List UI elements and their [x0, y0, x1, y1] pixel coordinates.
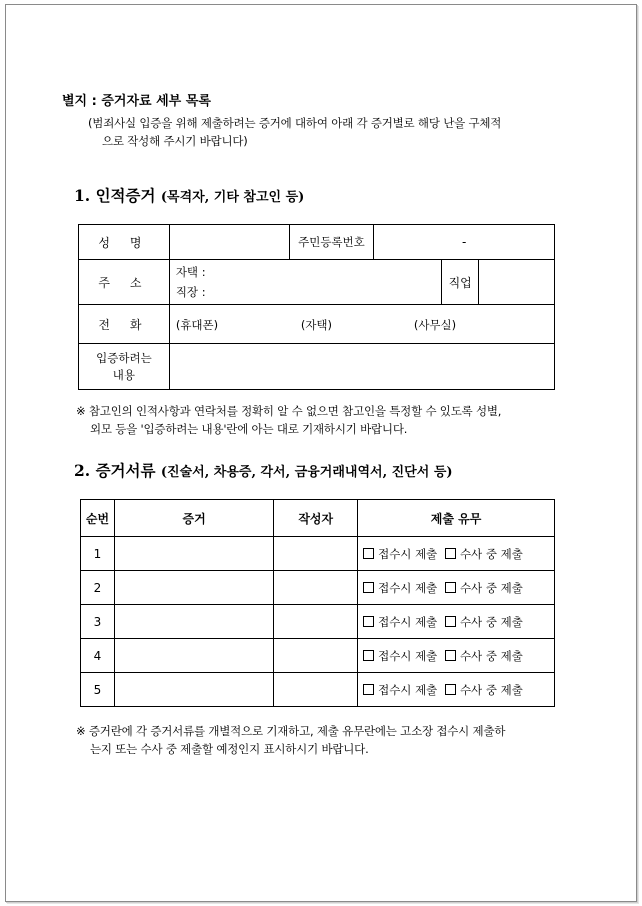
author-cell[interactable] — [274, 571, 358, 605]
proof-content-field[interactable] — [169, 344, 554, 390]
witness-table — [78, 224, 555, 390]
page-title: 별지 : 증거자료 세부 목록 — [62, 94, 211, 109]
proof-label-line1: 입증하려는 — [96, 350, 152, 365]
option-at-filing: 접수시 제출 — [378, 614, 438, 629]
col-header-evidence: 증거 — [114, 500, 273, 537]
job-field[interactable] — [479, 260, 555, 305]
instructions — [88, 114, 558, 150]
col-header-author: 작성자 — [274, 500, 358, 537]
office-phone-label: (사무실) — [413, 318, 457, 332]
option-at-filing: 접수시 제출 — [378, 546, 438, 561]
section2-heading-text: 2. 증거서류 — [74, 461, 156, 480]
checkbox-at-filing[interactable] — [363, 582, 374, 593]
option-at-filing: 접수시 제출 — [378, 580, 438, 595]
evidence-cell[interactable] — [114, 673, 273, 707]
author-cell[interactable] — [274, 605, 358, 639]
section2-heading-paren: (진술서, 차용증, 각서, 금융거래내역서, 진단서 등) — [160, 465, 453, 480]
author-cell[interactable] — [274, 639, 358, 673]
option-at-filing: 접수시 제출 — [378, 648, 438, 663]
job-label: 직업 — [442, 260, 479, 305]
checkbox-during-investigation[interactable] — [445, 548, 456, 559]
checkbox-at-filing[interactable] — [363, 684, 374, 695]
option-during-investigation: 수사 중 제출 — [459, 580, 523, 595]
submission-cell — [358, 673, 555, 707]
col-header-number: 순번 — [81, 500, 115, 537]
checkbox-during-investigation[interactable] — [445, 684, 456, 695]
phone-label: 전 화 — [79, 305, 170, 344]
checkbox-during-investigation[interactable] — [445, 616, 456, 627]
evidence-cell[interactable] — [114, 605, 273, 639]
row-number: 2 — [81, 571, 115, 605]
table-row — [81, 605, 555, 639]
row-number: 1 — [81, 537, 115, 571]
mobile-label: (휴대폰) — [175, 318, 219, 332]
checkbox-at-filing[interactable] — [363, 616, 374, 627]
option-during-investigation: 수사 중 제출 — [459, 648, 523, 663]
work-address-label: 직장 : — [175, 285, 206, 299]
submission-cell — [358, 571, 555, 605]
row-number: 3 — [81, 605, 115, 639]
phone-field[interactable] — [169, 305, 554, 344]
rrn-field[interactable]: - — [374, 225, 555, 260]
submission-cell — [358, 537, 555, 571]
section1-heading — [74, 184, 304, 206]
section1-note — [76, 402, 566, 438]
instructions-line2: 으로 작성해 주시기 바랍니다) — [102, 134, 248, 148]
home-address-label: 자택 : — [175, 265, 206, 279]
submission-cell — [358, 605, 555, 639]
col-header-submission: 제출 유무 — [358, 500, 555, 537]
table-row — [81, 639, 555, 673]
evidence-table — [80, 499, 555, 707]
evidence-cell[interactable] — [114, 639, 273, 673]
row-number: 5 — [81, 673, 115, 707]
option-during-investigation: 수사 중 제출 — [459, 546, 523, 561]
checkbox-during-investigation[interactable] — [445, 650, 456, 661]
section2-note-line2: 는지 또는 수사 중 제출할 예정인지 표시하시기 바랍니다. — [90, 742, 369, 756]
section2-note-line1: ※ 증거란에 각 증거서류를 개별적으로 기재하고, 제출 유무란에는 고소장 접수시 제출하 — [76, 724, 506, 738]
checkbox-at-filing[interactable] — [363, 650, 374, 661]
section1-note-line2: 외모 등을 '입증하려는 내용'란에 아는 대로 기재하시기 바랍니다. — [90, 422, 408, 436]
evidence-cell[interactable] — [114, 571, 273, 605]
address-field[interactable] — [169, 260, 441, 305]
home-phone-label: (자택) — [300, 318, 333, 332]
proof-label-line2: 내용 — [112, 367, 136, 382]
table-row — [81, 673, 555, 707]
row-number: 4 — [81, 639, 115, 673]
section2-note — [76, 722, 566, 758]
rrn-label: 주민등록번호 — [289, 225, 374, 260]
section1-heading-text: 1. 인적증거 — [74, 186, 156, 205]
option-during-investigation: 수사 중 제출 — [459, 682, 523, 697]
section2-heading — [74, 459, 453, 481]
name-field[interactable] — [169, 225, 289, 260]
checkbox-at-filing[interactable] — [363, 548, 374, 559]
address-label: 주 소 — [79, 260, 170, 305]
section1-heading-paren: (목격자, 기타 참고인 등) — [160, 190, 305, 205]
table-row — [81, 537, 555, 571]
table-row — [81, 571, 555, 605]
instructions-line1: (범죄사실 입증을 위해 제출하려는 증거에 대하여 아래 각 증거별로 해당 난을 구체적 — [88, 116, 502, 130]
submission-cell — [358, 639, 555, 673]
author-cell[interactable] — [274, 673, 358, 707]
evidence-cell[interactable] — [114, 537, 273, 571]
checkbox-during-investigation[interactable] — [445, 582, 456, 593]
option-during-investigation: 수사 중 제출 — [459, 614, 523, 629]
author-cell[interactable] — [274, 537, 358, 571]
section1-note-line1: ※ 참고인의 인적사항과 연락처를 정확히 알 수 없으면 참고인을 특정할 수 있도록 성별, — [76, 404, 502, 418]
option-at-filing: 접수시 제출 — [378, 682, 438, 697]
proof-content-label — [79, 344, 170, 390]
name-label: 성 명 — [79, 225, 170, 260]
